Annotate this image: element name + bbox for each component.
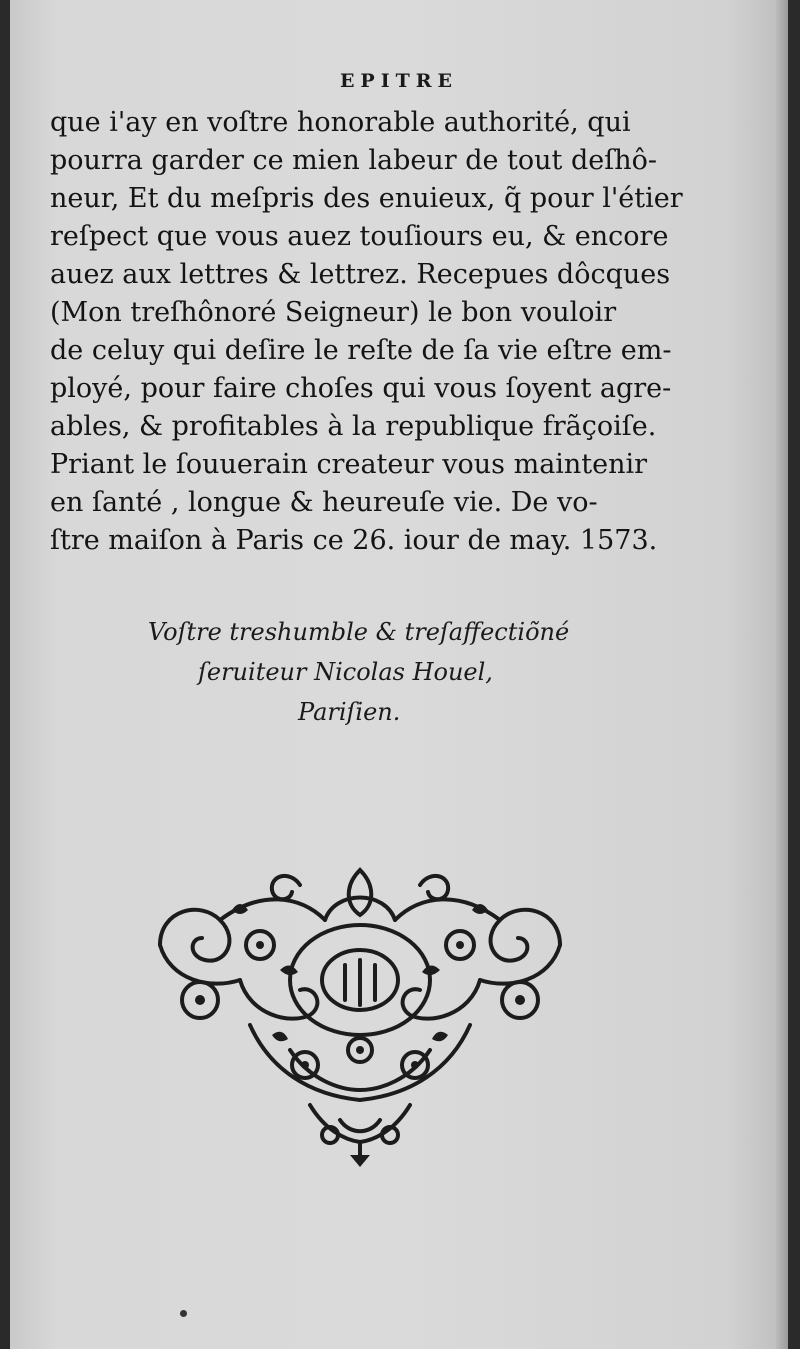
text-line: en ſanté , longue & heureuſe vie. De vo- — [50, 487, 598, 518]
text-line: ſtre maiſon à Paris ce 26. iour de may. 1573. — [50, 525, 658, 556]
text-line: reſpect que vous auez touſiours eu, & encore — [50, 221, 669, 252]
signature-line: ſeruiteur Nicolas Houel, — [198, 658, 493, 686]
signature-block — [10, 612, 788, 732]
running-head: EPITRE — [339, 70, 459, 92]
epistle-body — [50, 104, 690, 560]
text-line: ployé, pour faire choſes qui vous ſoyent agre- — [50, 373, 672, 404]
text-line: Priant le ſouuerain createur vous maintenir — [50, 449, 648, 480]
text-line: (Mon treſhônoré Seigneur) le bon vouloir — [50, 297, 617, 328]
book-page — [10, 0, 788, 1349]
text-line: pourra garder ce mien labeur de tout deſhô- — [50, 145, 657, 176]
text-line: que i'ay en voſtre honorable authorité, qui — [50, 107, 631, 138]
text-line: ables, & profitables à la republique frãçoiſe. — [50, 411, 657, 442]
ink-speck — [180, 1310, 187, 1317]
floral-fleuron-ornament-icon — [140, 850, 580, 1170]
text-line: auez aux lettres & lettrez. Recepues dôcques — [50, 259, 671, 290]
text-line: de celuy qui deſire le reſte de ſa vie eſtre em- — [50, 335, 672, 366]
signature-line: Voſtre treshumble & treſaffectiõné — [148, 618, 570, 646]
text-line: neur, Et du meſpris des enuieux, q̃ pour l'étier — [50, 183, 683, 214]
signature-line: Pariſien. — [298, 698, 401, 726]
